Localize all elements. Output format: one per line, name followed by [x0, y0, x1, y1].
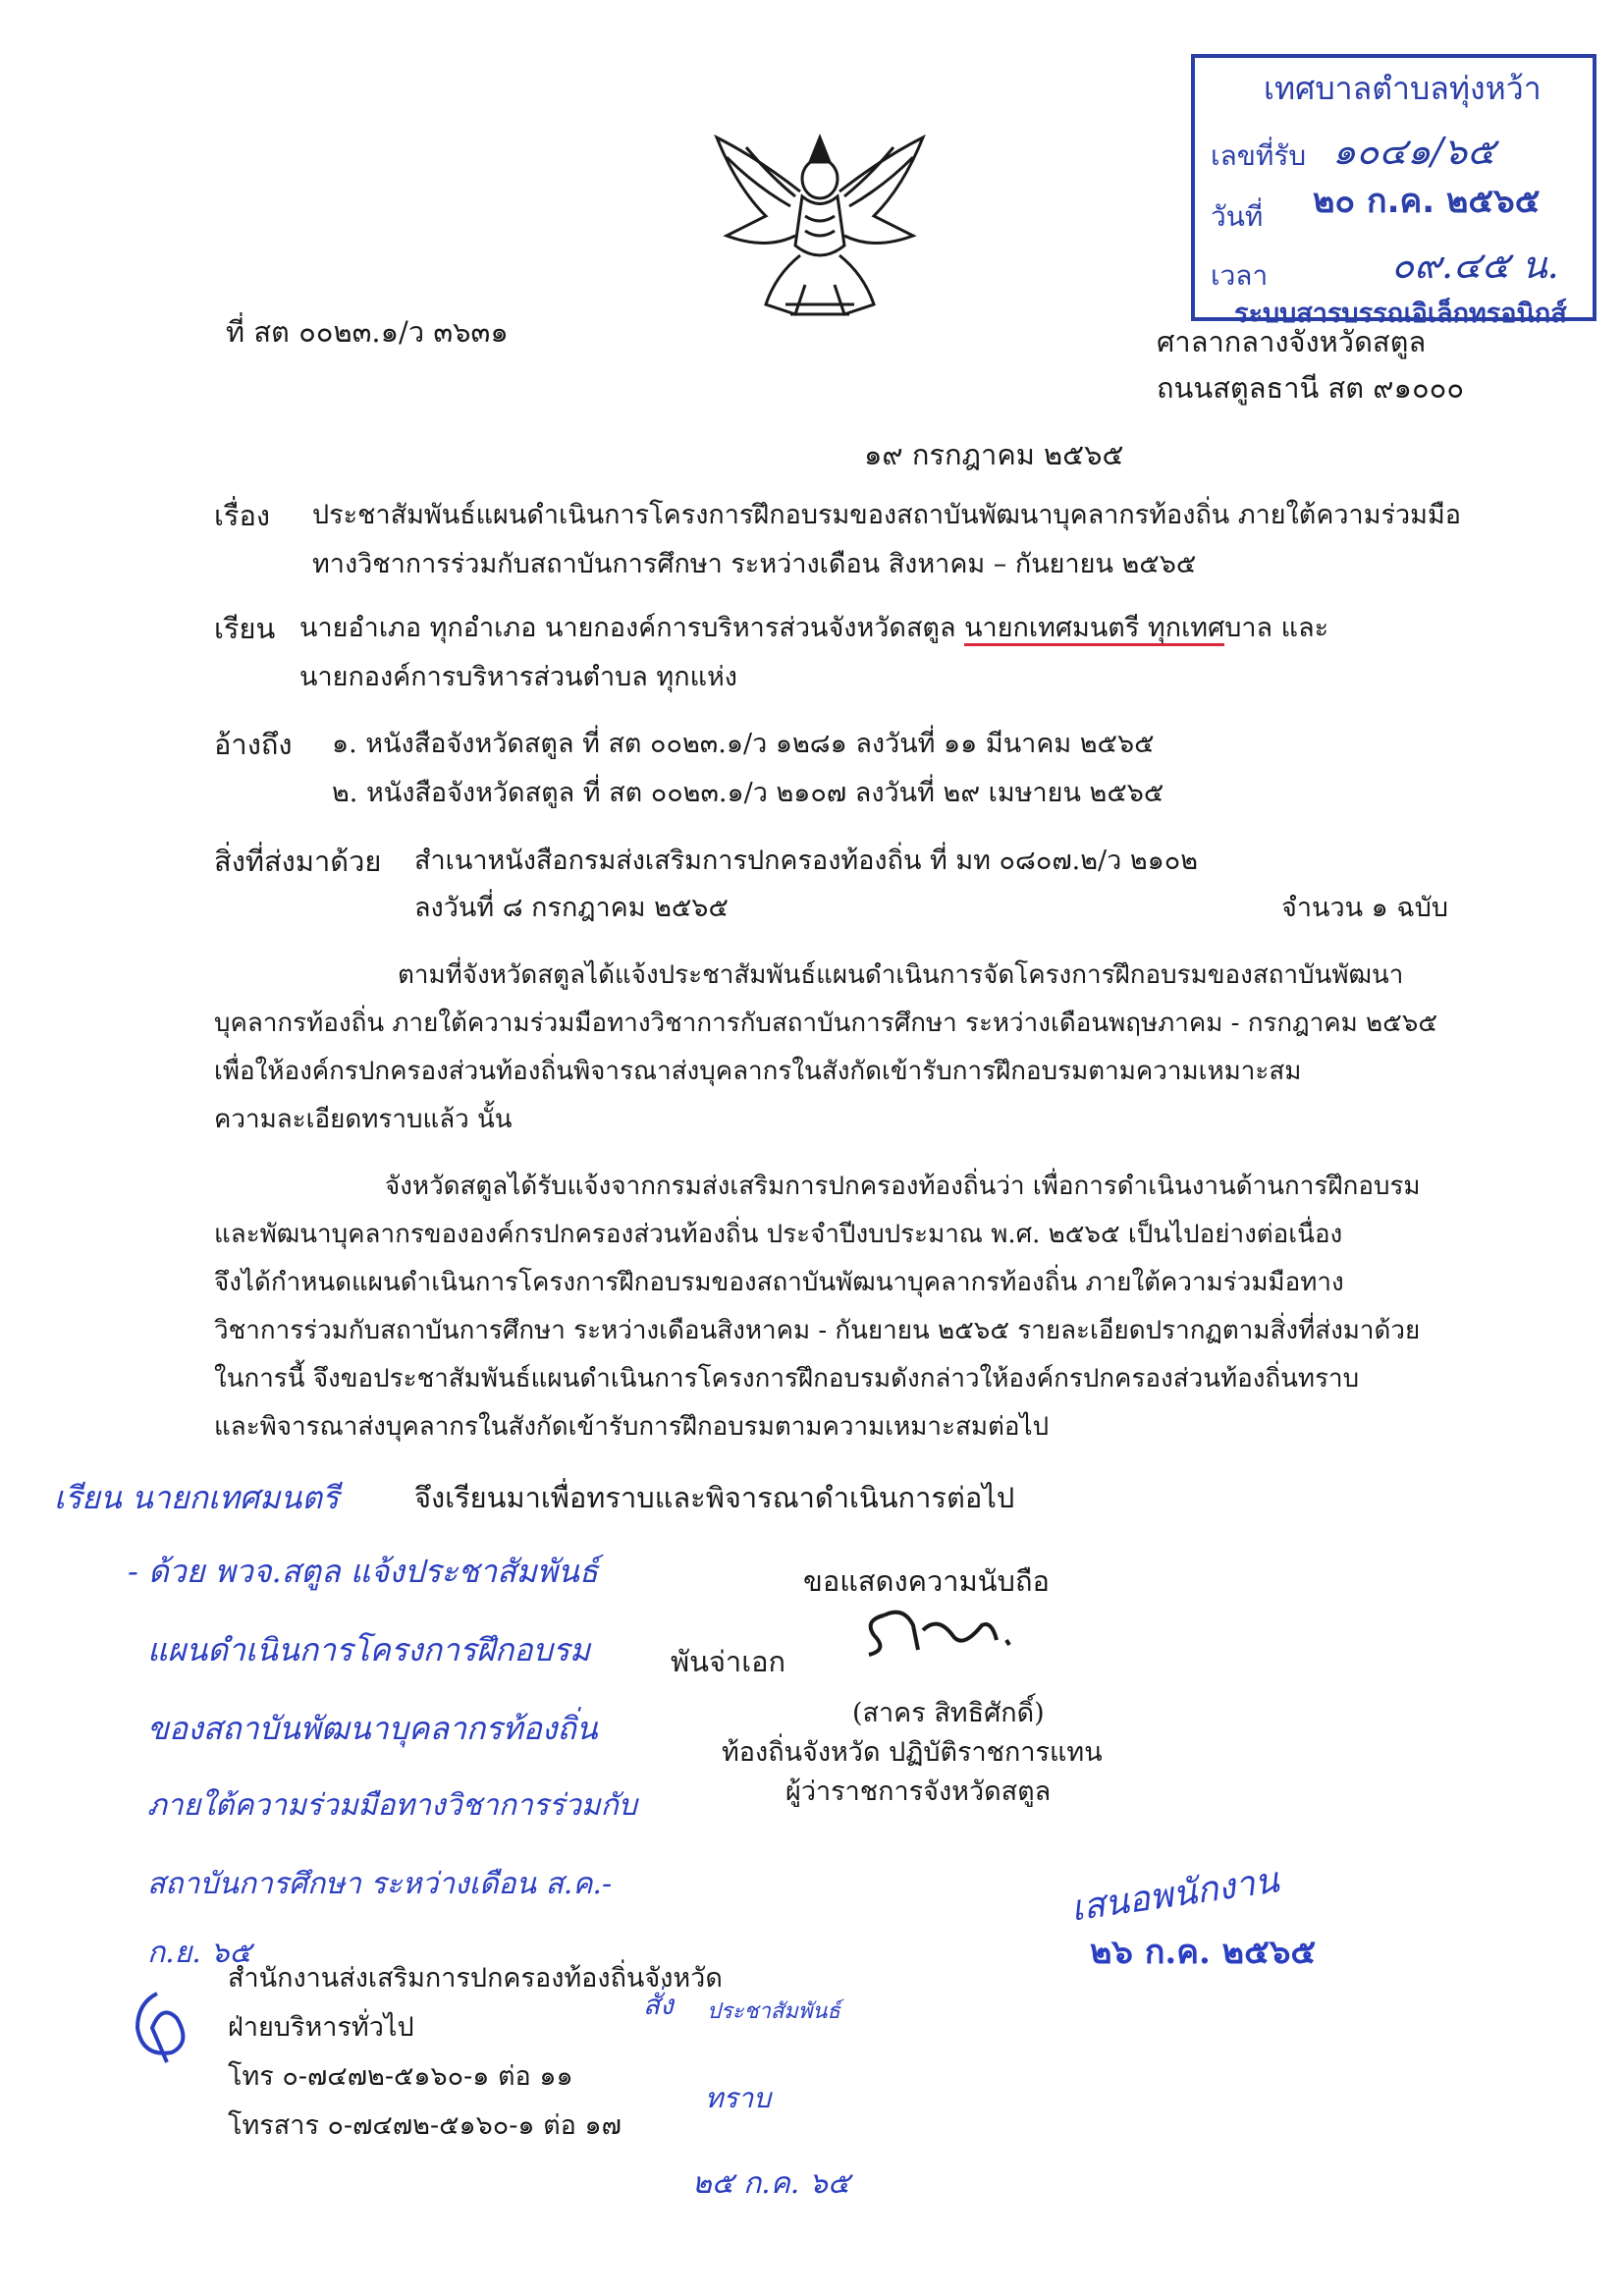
to-line-1-c: บาล และ: [1224, 613, 1329, 643]
subject-label: เรื่อง: [214, 499, 271, 532]
body-p1-line-2: บุคลากรท้องถิ่น ภายใต้ความร่วมมือทางวิชาการกับสถาบันการศึกษา ระหว่างเดือนพฤษภาคม - กรกฎาคม ๒๕๖๕: [214, 1009, 1438, 1038]
footer-tel: โทร ๐-๗๔๗๒-๕๑๖๐-๑ ต่อ ๑๑: [228, 2061, 573, 2092]
ref-item-1: ๑. หนังสือจังหวัดสตูล ที่ สต ๐๐๒๓.๑/ว ๑๒๘๑ ลงวันที่ ๑๑ มีนาคม ๒๕๖๕: [332, 729, 1155, 759]
stamp-time-value: ๐๙.๔๕ น.: [1391, 244, 1559, 287]
garuda-emblem-icon: [707, 118, 933, 329]
body-p2-line-5: ในการนี้ จึงขอประชาสัมพันธ์แผนดำเนินการโครงการฝึกอบรมดังกล่าวให้องค์กรปกครองส่วนท้องถิ่นทราบ: [214, 1364, 1360, 1394]
to-line-1-a: นายอำเภอ ทุกอำเภอ นายกองค์การบริหารส่วนจังหวัดสตูล: [299, 613, 965, 643]
stamp-date-label: วันที่: [1211, 200, 1264, 233]
enclosure-count: จำนวน ๑ ฉบับ: [1281, 893, 1449, 923]
signer-rank: พันจ่าเอก: [671, 1645, 786, 1678]
footer-fax: โทรสาร ๐-๗๔๗๒-๕๑๖๐-๑ ต่อ ๑๗: [228, 2110, 622, 2141]
sender-road: ถนนสตูลธานี สต ๙๑๐๐๐: [1157, 371, 1465, 405]
body-p2-line-4: วิชาการร่วมกับสถาบันการศึกษา ระหว่างเดือนสิงหาคม - กันยายน ๒๕๖๕ รายละเอียดปรากฏตามสิ่งที่ส่งมาด้วย: [214, 1316, 1421, 1345]
to-label: เรียน: [214, 612, 276, 645]
doc-date: ๑๙ กรกฎาคม ๒๕๖๕: [864, 438, 1124, 471]
body-p1-line-3: เพื่อให้องค์กรปกครองส่วนท้องถิ่นพิจารณาส่งบุคลากรในสังกัดเข้ารับการฝึกอบรมตามความเหมาะสม: [214, 1057, 1302, 1086]
signature-scribble-icon: [844, 1596, 1041, 1665]
body-p2-line-3: จึงได้กำหนดแผนดำเนินการโครงการฝึกอบรมของสถาบันพัฒนาบุคลากรท้องถิ่น ภายใต้ความร่วมมือทาง: [214, 1268, 1344, 1297]
stamp-system: ระบบสารบรรณอิเล็กทรอนิกส์: [1234, 299, 1567, 329]
refs-label: อ้างถึง: [214, 728, 293, 761]
handwritten-mid-date: ๒๕ ก.ค. ๖๕: [692, 2166, 850, 2201]
enclosure-line-1: สำเนาหนังสือกรมส่งเสริมการปกครองท้องถิ่น ที่ มท ๐๘๐๗.๒/ว ๒๑๐๒: [414, 846, 1199, 876]
doc-number: ที่ สต ๐๐๒๓.๑/ว ๓๖๓๑: [226, 315, 509, 349]
signer-position-1: ท้องถิ่นจังหวัด ปฏิบัติราชการแทน: [722, 1737, 1103, 1768]
stamp-recv-no-value: ๑๐๔๑/๖๕: [1332, 130, 1495, 173]
to-line-1: [299, 609, 1328, 648]
handwritten-note-line-3: แผนดำเนินการโครงการฝึกอบรม: [147, 1631, 591, 1668]
enclosure-label: สิ่งที่ส่งมาด้วย: [214, 845, 382, 878]
signer-position-2: ผู้ว่าราชการจังหวัดสตูล: [785, 1777, 1052, 1807]
receiving-stamp: [1191, 54, 1596, 329]
subject-line-2: ทางวิชาการร่วมกับสถาบันการศึกษา ระหว่างเดือน สิงหาคม – กันยายน ๒๕๖๕: [312, 549, 1197, 579]
handwritten-right-2: ๒๖ ก.ค. ๒๕๖๕: [1090, 1933, 1317, 1972]
handwritten-note-line-2: - ด้วย พวจ.สตูล แจ้งประชาสัมพันธ์: [128, 1553, 599, 1590]
handwritten-mid-3: ทราบ: [705, 2082, 771, 2114]
handwritten-note-line-6: สถาบันการศึกษา ระหว่างเดือน ส.ค.-: [147, 1867, 613, 1901]
body-p2-line-1: จังหวัดสตูลได้รับแจ้งจากกรมส่งเสริมการปกครองท้องถิ่นว่า เพื่อการดำเนินงานด้านการฝึกอบรม: [385, 1172, 1421, 1201]
body-p1-line-4: ความละเอียดทราบแล้ว นั้น: [214, 1105, 513, 1134]
handwritten-note-line-7: ก.ย. ๖๕: [147, 1936, 252, 1970]
signer-name: (สาคร สิทธิศักดิ์): [852, 1698, 1045, 1728]
handwritten-right-1: เสนอพนักงาน: [1068, 1860, 1282, 1930]
enclosure-line-2: ลงวันที่ ๘ กรกฎาคม ๒๕๖๕: [414, 893, 729, 923]
handwritten-mid-2: ประชาสัมพันธ์: [707, 1999, 840, 2024]
body-p2-line-2: และพัฒนาบุคลากรขององค์กรปกครองส่วนท้องถิ่น ประจำปีงบประมาณ พ.ศ. ๒๕๖๕ เป็นไปอย่างต่อเนื่อง: [214, 1220, 1343, 1249]
handwritten-mid-1: สั่ง: [643, 1989, 674, 2021]
to-line-2: นายกองค์การบริหารส่วนตำบล ทุกแห่ง: [299, 662, 737, 692]
sender-office: ศาลากลางจังหวัดสตูล: [1157, 325, 1427, 358]
initials-scribble-icon: [118, 1984, 206, 2072]
handwritten-note-line-4: ของสถาบันพัฒนาบุคลากรท้องถิ่น: [147, 1710, 598, 1747]
stamp-recv-no-label: เลขที่รับ: [1211, 139, 1307, 172]
stamp-time-label: เวลา: [1211, 259, 1269, 292]
to-line-1-b-underlined: นายกเทศมนตรี ทุกเทศ: [964, 613, 1224, 646]
ref-item-2: ๒. หนังสือจังหวัดสตูล ที่ สต ๐๐๒๓.๑/ว ๒๑๐๗ ลงวันที่ ๒๙ เมษายน ๒๕๖๕: [332, 778, 1164, 808]
footer-division: ฝ่ายบริหารทั่วไป: [228, 2012, 414, 2043]
body-p1-line-1: ตามที่จังหวัดสตูลได้แจ้งประชาสัมพันธ์แผนดำเนินการจัดโครงการฝึกอบรมของสถาบันพัฒนา: [398, 960, 1404, 990]
handwritten-note-line-1: เรียน นายกเทศมนตรี: [54, 1479, 340, 1516]
footer-office: สำนักงานส่งเสริมการปกครองท้องถิ่นจังหวัด: [228, 1963, 723, 1994]
closing-line: จึงเรียนมาเพื่อทราบและพิจารณาดำเนินการต่อไป: [414, 1481, 1015, 1514]
subject-line-1: ประชาสัมพันธ์แผนดำเนินการโครงการฝึกอบรมของสถาบันพัฒนาบุคลากรท้องถิ่น ภายใต้ความร่วมมือ: [312, 500, 1461, 530]
regards: ขอแสดงความนับถือ: [803, 1564, 1050, 1598]
body-p2-line-6: และพิจารณาส่งบุคลากรในสังกัดเข้ารับการฝึกอบรมตามความเหมาะสมต่อไป: [214, 1412, 1050, 1442]
stamp-date-value: ๒๐ ก.ค. ๒๕๖๕: [1313, 182, 1541, 221]
handwritten-note-line-5: ภายใต้ความร่วมมือทางวิชาการร่วมกับ: [147, 1788, 637, 1823]
stamp-org: เทศบาลตำบลทุ่งหว้า: [1264, 70, 1542, 107]
